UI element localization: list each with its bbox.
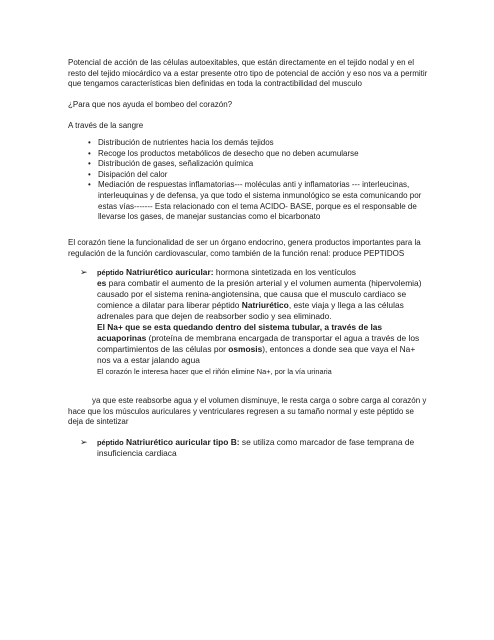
list-item: • Mediación de respuestas inflamatorias--- moléculas anti y inflamatorias --- interleucinas, interleuquinas y de defensa, ya que todo el sistema inmunológico se esta comunicando por estas vías------- Esta relacionado con el tema ACIDO- BASE, porque es el responsable de llevarse los gases, de manejar sustancias como el bicarbonato	[88, 180, 422, 222]
arrow-bullet-icon: ➢	[80, 267, 88, 277]
peptide-prefix: péptido	[97, 268, 124, 277]
list-item: • Recoge los productos metabólicos de desecho que no deben acumularse	[88, 148, 359, 158]
bullet-icon: •	[88, 138, 91, 147]
bullet-icon: •	[88, 180, 91, 190]
bnp-section: péptido Natriurético auricular tipo B: se utiliza como marcador de fase temprana de insuficiencia cardiaca	[97, 437, 415, 458]
question-line: ¿Para que nos ayuda el bombeo del corazón?	[68, 100, 233, 109]
list-item: • Disipación del calor	[88, 169, 168, 179]
bullet-icon: •	[88, 148, 91, 158]
list-item: • Distribución de nutrientes hacia los demás tejidos	[88, 138, 274, 147]
kidney-note: El corazón le interesa hacer que el riñón elimine Na+, por la vía urinaria	[97, 367, 332, 376]
section-heading: Natriurético auricular tipo B:	[126, 437, 240, 447]
peptide-prefix: péptido	[97, 438, 124, 447]
intro-paragraph: Potencial de acción de las células autoexitables, que están directamente en el tejido nodal y en el resto del tejido miocárdico va a estar presente otro tipo de potencial de acción y eso nos va a permitir que tengamos características bien definidas en toda la contractibilidad del musculo	[68, 58, 428, 89]
through-blood-line: A través de la sangre	[68, 121, 144, 130]
list-item: • Distribución de gases, señalización química	[88, 159, 254, 169]
section-heading: Natriurético auricular:	[126, 267, 214, 277]
bullet-icon: •	[88, 159, 91, 169]
bullet-list	[68, 138, 428, 223]
bullet-icon: •	[88, 169, 91, 179]
natriuretic-peptide-section: péptido Natriurético auricular: hormona sintetizada en los ventículos es para combatir el aumento de la presión arterial y el volumen aumenta (hipervolemia) causado por el sistema renina-angiotensina, que causa que el musculo cardiaco se comience a dilatar para liberar péptido Natriurético, este viaja y llega a las células adrenales para que dejen de reabsorber sodio y sea eliminado. El Na+ que se esta quedando dentro del sistema tubular, a través de las acuaporinas (proteína de membrana encargada de transportar el agua a través de los compartimientos de las células por osmosis), entonces a donde sea que vaya el Na+ nos va a estar jalando agua El corazón le interesa hacer que el riñón elimine Na+, por la vía urinaria	[97, 267, 429, 377]
sodium-bold-text: El Na+ que se esta quedando dentro del sistema tubular, a través de las acuaporinas	[97, 322, 383, 343]
arrow-bullet-icon: ➢	[80, 437, 88, 447]
water-paragraph: ya que este reabsorbe agua y el volumen disminuye, le resta carga o sobre carga al corazón y hace que los músculos auriculares y ventriculares regresen a su tamaño normal y este péptido se deja de sintetizar	[68, 396, 427, 427]
endocrine-paragraph: El corazón tiene la funcionalidad de ser un órgano endocrino, genera productos importantes para la regulación de la función cardiovascular, como también de la función renal: produce PEPTIDOS	[68, 238, 421, 258]
